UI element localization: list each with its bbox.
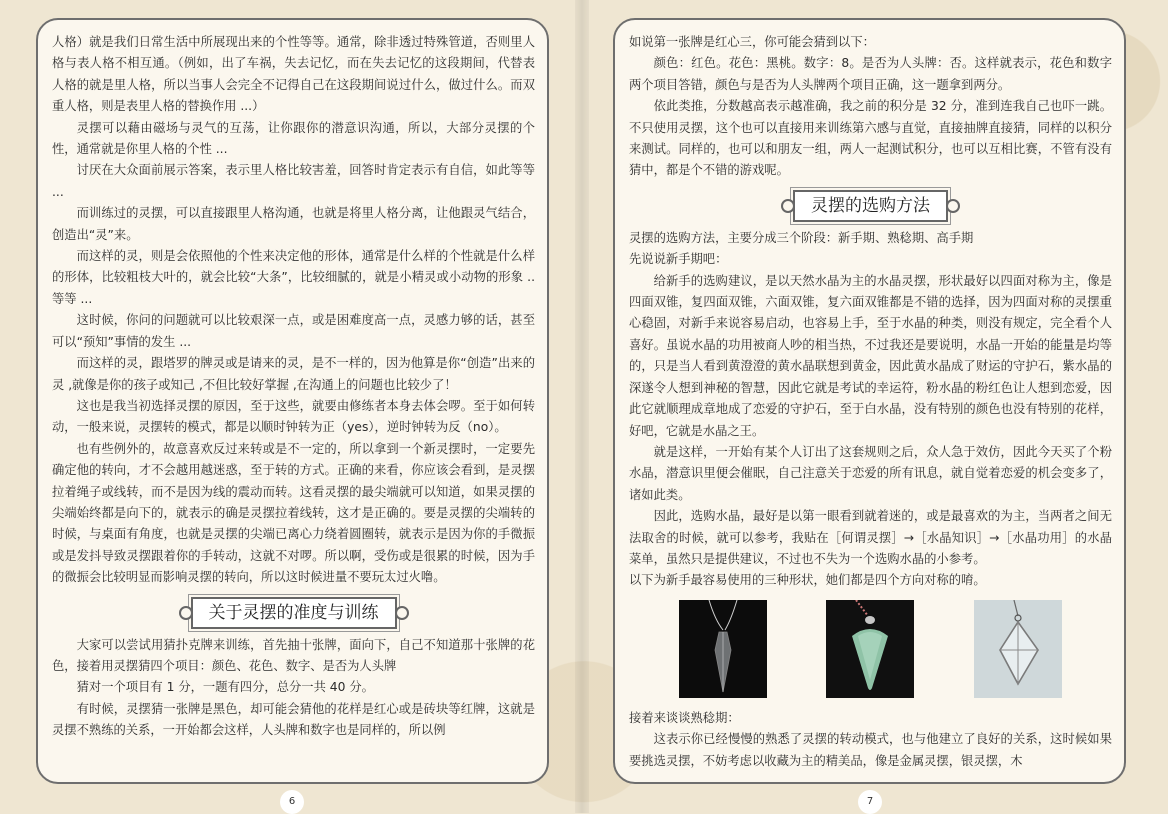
clear-quartz-pendulum-image [974,600,1062,698]
left-page [36,18,549,784]
paragraph: 人格）就是我们日常生活中所展现出来的个性等等。通常，除非透过特殊管道，否则里人格与表人格不相互通。（例如，出了车祸，失去记忆，而在失去记忆的这段期间，代替表人格的就是里人格，所以当事人会完全不记得自己在这段期间说过什么，做过什么。而双重人格，则是表里人格的替换作用 ...） [52,35,535,114]
dark-crystal-pendulum-image [679,600,767,698]
right-page-body-top [629,32,1112,182]
paragraph: 讨厌在大众面前展示答案，表示里人格比较害羞，回答时肯定表示有自信，如此等等 ... [52,163,535,199]
paragraph: 接着来谈谈熟稔期： [629,710,740,725]
paragraph: 而这样的灵，则是会依照他的个性来决定他的形体，通常是什么样的个性就是什么样的形体，比较粗枝大叶的，就会比较“大条”，比较细腻的，就是小精灵或小动物的形象 .. 等等 ... [52,249,535,306]
right-page-body-bottom [629,708,1112,772]
paragraph: 灵摆可以藉由磁场与灵气的互荡，让你跟你的潜意识沟通，所以，大部分灵摆的个性，通常就是你里人格的个性 ... [52,120,535,157]
left-page-body-top [52,32,535,589]
left-heading-wrap [52,597,535,629]
page-number-right: 7 [858,790,882,814]
paragraph: 而训练过的灵摆，可以直接跟里人格沟通，也就是将里人格分离，让他跟灵气结合，创造出“灵”来。 [52,206,535,242]
paragraph: 以下为新手最容易使用的三种形状，她们都是四个方向对称的唷。 [629,573,986,588]
right-page [613,18,1126,784]
green-aventurine-pendulum-image [826,600,914,698]
pendulum-photos [629,592,1112,708]
left-page-body-bottom [52,635,535,742]
paragraph: 先说说新手期吧： [629,252,728,267]
right-heading-wrap [629,190,1112,222]
paragraph: 灵摆的选购方法，主要分成三个阶段：新手期、熟稔期、高手期 [629,230,974,245]
page-number-left: 6 [280,790,304,814]
paragraph: 因此，选购水晶，最好是以第一眼看到就着迷的，或是最喜欢的为主，当两者之间无法取舍的时候，就可以参考，我贴在［何谓灵摆］→［水晶知识］→［水晶功用］的水晶菜单，虽然只是提供建议，不过也不失为一个选购水晶的小参考。 [629,509,1112,566]
paragraph: 如说第一张牌是红心三，你可能会猜到以下： [629,35,875,49]
paragraph: 给新手的选购建议，是以天然水晶为主的水晶灵摆，形状最好以四面对称为主，像是四面双锥，复四面双锥，六面双锥，复六面双锥都是不错的选择，因为四面对称的灵摆重心稳固，对新手来说容易启动，也容易上手，至于水晶的种类，则没有规定，完全看个人喜好。虽说水晶的功用被商人吵的相当热，不过我还是要说明，水晶一开始的能量是均等的，只是当人看到黄澄澄的黄水晶联想到黄金，因此黄水晶成了财运的守护石，紫水晶的深遂令人想到神秘的智慧，因此它就是考试的幸运符，粉水晶的粉红色让人想到恋爱，因此它就顺理成章地成了恋爱的守护石，至于白水晶，没有特别的颜色也没有特别的花样，好吧，它就是水晶之王。 [629,273,1112,438]
book-spine [575,0,589,813]
paragraph: 大家可以尝试用猜扑克牌来训练，首先抽十张牌，面向下，自己不知道那十张牌的花色，接着用灵摆猜四个项目：颜色、花色、数字、是否为人头牌 [52,637,535,673]
paragraph: 猜对一个项目有 1 分，一题有四分，总分一共 40 分。 [76,680,374,695]
section-heading-accuracy-training: 关于灵摆的准度与训练 [191,597,397,629]
paragraph: 就是这样，一开始有某个人订出了这套规则之后，众人急于效仿，因此今天买了个粉水晶，潜意识里便会催眠，自己注意关于恋爱的所有讯息，就自觉着恋爱的机会变多了，诸如此类。 [629,444,1112,502]
paragraph: 也有些例外的，故意喜欢反过来转或是不一定的，所以拿到一个新灵摆时，一定要先确定他的转向，才不会越用越迷惑，至于转的方式。正确的来看，你应该会看到，是灵摆拉着绳子或线转，而不是因为线的震动而转。这看灵摆的最尖端就可以知道，如果灵摆的尖端始终都是向下的，就表示的确是灵摆拉着线转，这才是正确的。要是灵摆的尖端转的时候，与桌面有角度，也就是灵摆的尖端已离心力绕着圆圈转，就表示是因为你的手微振或是发抖导致灵摆跟着你的手转动，这就不对啰。所以啊，受伤或是很累的时候，因为手的微振会比较明显而影响灵摆的转向，所以这时候进量不要玩太过火噜。 [52,441,535,585]
paragraph: 这表示你已经慢慢的熟悉了灵摆的转动模式，也与他建立了良好的关系，这时候如果要挑选灵摆，不妨考虑以收藏为主的精美品，像是金属灵摆，银灵摆，木 [629,732,1112,768]
paragraph: 颜色：红色。花色：黑桃。数字：8。是否为人头牌：否。这样就表示，花色和数字两个项目答错，颜色与是否为人头牌两个项目正确，这一题拿到两分。 [629,56,1112,92]
paragraph: 这时候，你问的问题就可以比较艰深一点，或是困难度高一点，灵感力够的话，甚至可以“预知”事情的发生 ... [52,313,535,349]
paragraph: 依此类推，分数越高表示越准确，我之前的积分是 32 分，准到连我自己也吓一跳。不只使用灵摆，这个也可以直接用来训练第六感与直觉，直接抽牌直接猜，同样的以积分来测试。同样的，也可以和朋友一组，两人一起测试积分，也可以互相比赛，不管有没有猜中，都是个不错的游戏呢。 [629,99,1112,178]
paragraph: 而这样的灵，跟塔罗的牌灵或是请来的灵，是不一样的，因为他算是你“创造”出来的灵 ,就像是你的孩子或知己 ,不但比较好掌握 ,在沟通上的问题也比较少了！ [52,356,535,392]
right-page-body-mid [629,228,1112,592]
paragraph: 有时候，灵摆猜一张牌是黑色，却可能会猜他的花样是红心或是砖块等红牌，这就是灵摆不熟练的关系，一开始都会这样，人头牌和数字也是同样的，所以例 [52,701,535,738]
section-heading-buying-guide: 灵摆的选购方法 [793,190,948,222]
paragraph: 这也是我当初选择灵摆的原因，至于这些，就要由修练者本身去体会啰。至于如何转动，一般来说，灵摆转的模式，都是以顺时钟转为正（yes），逆时钟转为反（no）。 [52,398,535,435]
